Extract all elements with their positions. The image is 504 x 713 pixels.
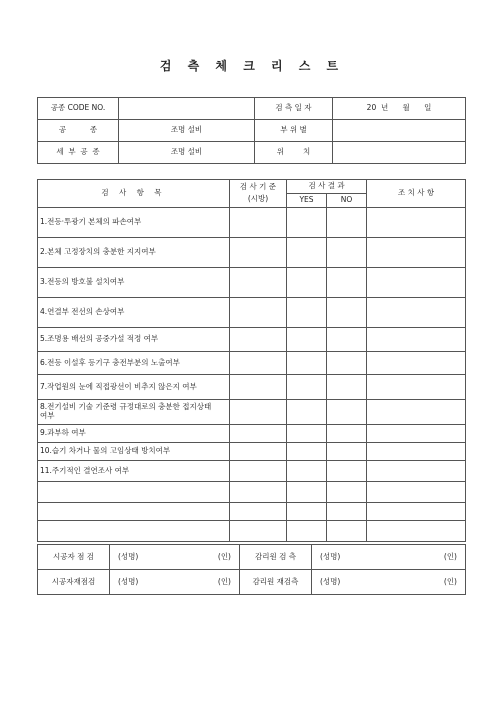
check-item-no[interactable]	[327, 521, 367, 542]
check-item-label: 2.본체 고정장치의 충분한 지지여부	[38, 238, 230, 268]
check-item-standard[interactable]	[230, 482, 287, 503]
check-item-action[interactable]	[367, 328, 466, 352]
check-item-yes[interactable]	[287, 238, 327, 268]
check-item-action[interactable]	[367, 425, 466, 443]
signature-left-field[interactable]	[110, 570, 240, 595]
check-item-no[interactable]	[327, 375, 367, 400]
signature-right-seal: (인)	[443, 551, 457, 561]
check-item-label: 1.전등·투광기 본체의 파손여부	[38, 208, 230, 238]
check-item-no[interactable]	[327, 328, 367, 352]
document-title: 검 측 체 크 리 스 트	[159, 59, 345, 73]
check-item-yes[interactable]	[287, 352, 327, 375]
signature-row	[38, 545, 466, 570]
check-item-standard[interactable]	[230, 352, 287, 375]
code-value[interactable]	[119, 98, 255, 120]
detail-label: 세 부 공 종	[38, 142, 119, 164]
table-row	[38, 238, 466, 268]
table-row	[38, 352, 466, 375]
table-row	[38, 482, 466, 503]
check-item-label	[38, 521, 230, 542]
table-row	[38, 425, 466, 443]
check-item-yes[interactable]	[287, 521, 327, 542]
detail-value[interactable]: 조명 설비	[119, 142, 255, 164]
header-standard	[230, 180, 287, 208]
check-item-label: 10.습기 차거나 물의 고임상태 방치여부	[38, 443, 230, 461]
info-row-detail	[38, 142, 466, 164]
signature-left-seal: (인)	[217, 576, 231, 586]
check-item-standard[interactable]	[230, 503, 287, 521]
signature-right-field[interactable]	[312, 570, 466, 595]
work-label: 공 종	[38, 120, 119, 142]
check-item-label: 8.전기설비 기술 기준령 규정대로의 충분한 접지상태 여부	[38, 400, 230, 425]
signature-right-seal: (인)	[443, 576, 457, 586]
check-item-yes[interactable]	[287, 375, 327, 400]
check-item-no[interactable]	[327, 352, 367, 375]
check-item-label: 11.주기적인 결연조사 여부	[38, 461, 230, 482]
check-item-action[interactable]	[367, 298, 466, 328]
table-row	[38, 443, 466, 461]
check-item-standard[interactable]	[230, 461, 287, 482]
signature-table	[37, 544, 466, 595]
info-row-code	[38, 98, 466, 120]
header-standard-line1: 검 사 기 준	[239, 182, 277, 192]
check-item-label: 3.전등의 방호불 설치여부	[38, 268, 230, 298]
signature-right-label: 감리원 재검측	[240, 570, 312, 595]
check-item-action[interactable]	[367, 461, 466, 482]
table-row	[38, 328, 466, 352]
check-item-standard[interactable]	[230, 268, 287, 298]
signature-left-name: (성명)	[118, 576, 139, 586]
check-item-no[interactable]	[327, 443, 367, 461]
date-value[interactable]: 20 년 월 일	[333, 98, 466, 120]
table-row	[38, 208, 466, 238]
check-item-label	[38, 503, 230, 521]
check-item-yes[interactable]	[287, 482, 327, 503]
check-item-standard[interactable]	[230, 238, 287, 268]
check-item-action[interactable]	[367, 268, 466, 298]
check-item-action[interactable]	[367, 375, 466, 400]
header-action: 조 치 사 항	[367, 180, 466, 208]
signature-left-seal: (인)	[217, 551, 231, 561]
check-item-no[interactable]	[327, 482, 367, 503]
date-label: 검 측 일 자	[255, 98, 333, 120]
check-item-no[interactable]	[327, 238, 367, 268]
part-value[interactable]	[333, 120, 466, 142]
location-value[interactable]	[333, 142, 466, 164]
check-item-no[interactable]	[327, 268, 367, 298]
checklist-table	[37, 179, 466, 542]
table-row	[38, 375, 466, 400]
table-row	[38, 298, 466, 328]
check-item-no[interactable]	[327, 208, 367, 238]
signature-row	[38, 570, 466, 595]
check-item-action[interactable]	[367, 400, 466, 425]
info-table	[37, 97, 466, 164]
check-item-yes[interactable]	[287, 328, 327, 352]
check-item-standard[interactable]	[230, 208, 287, 238]
check-item-standard[interactable]	[230, 521, 287, 542]
header-yes: YES	[287, 194, 327, 208]
signature-left-label: 시공자재점검	[38, 570, 110, 595]
check-item-label: 9.과부하 여부	[38, 425, 230, 443]
check-item-standard[interactable]	[230, 328, 287, 352]
check-item-yes[interactable]	[287, 400, 327, 425]
work-value[interactable]: 조명 설비	[119, 120, 255, 142]
signature-left-field[interactable]	[110, 545, 240, 570]
header-no: NO	[327, 194, 367, 208]
check-item-label: 6.전등 이설후 등기구 충전부분의 노출여부	[38, 352, 230, 375]
table-row	[38, 521, 466, 542]
check-item-yes[interactable]	[287, 503, 327, 521]
check-item-action[interactable]	[367, 503, 466, 521]
table-row	[38, 503, 466, 521]
check-item-no[interactable]	[327, 400, 367, 425]
check-item-label: 4.연결부 전선의 손상여부	[38, 298, 230, 328]
check-item-action[interactable]	[367, 208, 466, 238]
part-label: 부 위 별	[255, 120, 333, 142]
check-item-standard[interactable]	[230, 443, 287, 461]
check-item-standard[interactable]	[230, 425, 287, 443]
check-item-no[interactable]	[327, 425, 367, 443]
info-row-work	[38, 120, 466, 142]
signature-right-field[interactable]	[312, 545, 466, 570]
checklist-header-row	[38, 180, 466, 194]
check-item-yes[interactable]	[287, 298, 327, 328]
check-item-action[interactable]	[367, 443, 466, 461]
check-item-label: 7.작업원의 눈에 직접광선이 비추지 않은지 여부	[38, 375, 230, 400]
check-item-yes[interactable]	[287, 443, 327, 461]
signature-right-label: 감리원 검 측	[240, 545, 312, 570]
check-item-action[interactable]	[367, 521, 466, 542]
check-item-no[interactable]	[327, 298, 367, 328]
check-item-action[interactable]	[367, 238, 466, 268]
header-item: 검 사 항 목	[38, 180, 230, 208]
signature-left-name: (성명)	[118, 551, 139, 561]
check-item-action[interactable]	[367, 352, 466, 375]
check-item-yes[interactable]	[287, 208, 327, 238]
header-standard-line2: (시방)	[247, 194, 269, 203]
check-item-no[interactable]	[327, 461, 367, 482]
check-item-standard[interactable]	[230, 375, 287, 400]
check-item-label	[38, 482, 230, 503]
header-result: 검 사 결 과	[287, 180, 367, 194]
table-row	[38, 400, 466, 425]
check-item-action[interactable]	[367, 482, 466, 503]
check-item-yes[interactable]	[287, 268, 327, 298]
location-label: 위 치	[255, 142, 333, 164]
signature-right-name: (성명)	[320, 551, 341, 561]
signature-left-label: 시공자 점 검	[38, 545, 110, 570]
table-row	[38, 461, 466, 482]
table-row	[38, 268, 466, 298]
check-item-standard[interactable]	[230, 400, 287, 425]
check-item-standard[interactable]	[230, 298, 287, 328]
code-label: 공종 CODE NO.	[38, 98, 119, 120]
check-item-label: 5.조명용 배선의 공중가설 적정 여부	[38, 328, 230, 352]
signature-right-name: (성명)	[320, 576, 341, 586]
check-item-yes[interactable]	[287, 425, 327, 443]
check-item-no[interactable]	[327, 503, 367, 521]
check-item-yes[interactable]	[287, 461, 327, 482]
